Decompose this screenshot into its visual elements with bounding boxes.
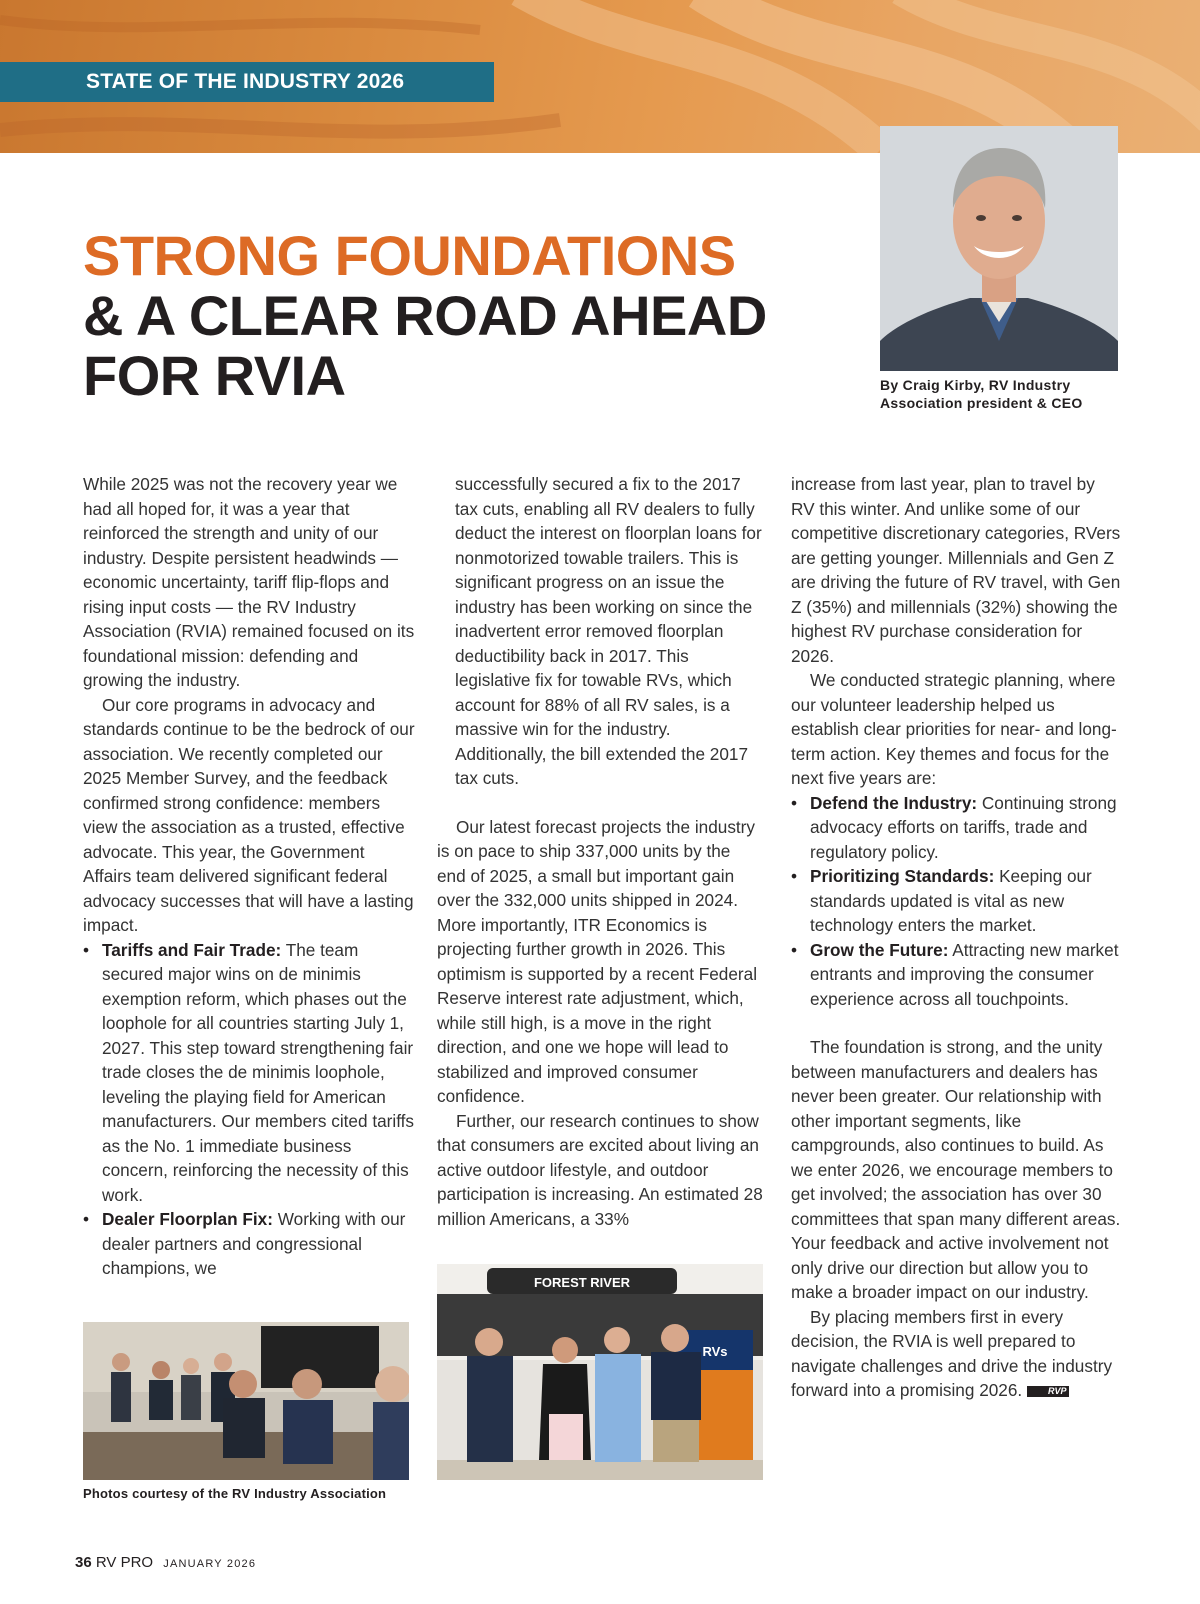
meeting-photo-illustration [83, 1322, 409, 1480]
list-item-text: The team secured major wins on de minimis exemption reform, which phases out the loophole for all countries starting July 1, 2027. This step toward strengthening fair trade closes the de minimis loophole, leveling the playing field for American manufacturers. Our members cited tariffs as the No. 1 immediate business concern, reinforcing the necessity of this work. [102, 939, 415, 1205]
article-column-2 [437, 472, 763, 1231]
paragraph: While 2025 was not the recovery year we had all hoped for, it was a year that reinforced the strength and unity of our industry. Despite persistent headwinds — economic uncertainty, tariff flip-flops and rising input costs — the RV Industry Association (RVIA) remained focused on its foundational mission: defending and growing the industry. [83, 474, 415, 690]
article-column-3 [791, 472, 1121, 1403]
list-item [83, 1207, 415, 1281]
list-item-label: Tariffs and Fair Trade: [102, 939, 282, 960]
list-item [791, 938, 1121, 1012]
booth-sign: RVs [702, 1344, 728, 1359]
section-tag: STATE OF THE INDUSTRY 2026 [0, 62, 494, 102]
list-item-text: Working with our dealer partners and congressional champions, we [102, 1209, 406, 1278]
paragraph: Our latest forecast projects the industry is on pace to ship 337,000 units by the end of 2025, a small but important gain over the 332,000 units shipped in 2024. More importantly, ITR Economics is projecting further growth in 2026. This optimism is supported by a recent Federal Reserve interest rate adjustment, which, while still high, is a move in the right direction, and one we hope will lead to stabilized and improved consumer confidence. [437, 816, 758, 1106]
paragraph: increase from last year, plan to travel by RV this winter. And unlike some of our competitive discretionary categories, RVers are getting younger. Millennials and Gen Z are driving the future of RV travel, with Gen Z (35%) and millennials (32%) showing the highest RV purchase consideration for 2026. [791, 474, 1121, 666]
photo-caption: Photos courtesy of the RV Industry Association [83, 1486, 387, 1501]
page-number: 36 [75, 1554, 92, 1571]
paragraph: We conducted strategic planning, where our volunteer leadership helped us establish clear priorities for near- and long-term action. Key themes and focus for the next five years are: [791, 670, 1117, 788]
meeting-photo [83, 1322, 409, 1480]
list-item-label: Defend the Industry: [810, 792, 978, 813]
paragraph [791, 1305, 1121, 1403]
paragraph: Further, our research continues to show that consumers are excited about living an active outdoor lifestyle, and outdoor participation is increasing. An estimated 28 million Americans, a 33% [437, 1110, 763, 1229]
end-mark-logo: RVP [1027, 1386, 1069, 1397]
article-column-1 [83, 472, 415, 1281]
paragraph: Our core programs in advocacy and standards continue to be the bedrock of our association. We recently completed our 2025 Member Survey, and the feedback confirmed strong confidence: members view the association as a trusted, effective advocate. This year, the Government Affairs team delivered significant federal advocacy successes that will have a lasting impact. [83, 694, 415, 935]
list-item-text: Keeping our standards updated is vital as new technology enters the market. [810, 866, 1092, 935]
magazine-name: RV PRO [95, 1554, 154, 1571]
forest-river-banner: FOREST RIVER [533, 1275, 631, 1290]
article-headline [83, 226, 783, 406]
list-item [791, 791, 1121, 865]
paragraph: The foundation is strong, and the unity between manufacturers and dealers has never been greater. Our relationship with other important segments, like campgrounds, also continues to build. As we enter 2026, we encourage members to get involved; the association has over 30 committees that span many different areas. Your feedback and active involvement not only drive our direction but allow you to make a broader impact on our industry. [791, 1037, 1121, 1302]
booth-photo-illustration [437, 1264, 763, 1480]
list-item [791, 864, 1121, 938]
booth-photo [437, 1264, 763, 1480]
list-item-label: Grow the Future: [810, 939, 949, 960]
headline-line-1: STRONG FOUNDATIONS [83, 224, 736, 287]
list-item-text: Continuing strong advocacy efforts on tariffs, trade and regulatory policy. [810, 792, 1117, 862]
list-item-text: Attracting new market entrants and improving the consumer experience across all touchpoints. [810, 939, 1119, 1009]
list-item [83, 938, 415, 1208]
paragraph: successfully secured a fix to the 2017 tax cuts, enabling all RV dealers to fully deduct the interest on floorplan loans for nonmotorized towable trailers. This is significant progress on an issue the industry has been working on since the inadvertent error removed floorplan deductibility back in 2017. This legislative fix for towable RVs, which account for 88% of all RV sales, is a massive win for the industry. Additionally, the bill extended the 2017 tax cuts. [455, 474, 762, 788]
issue-date: JANUARY 2026 [163, 1558, 257, 1570]
author-portrait-illustration [880, 126, 1118, 371]
author-portrait [880, 126, 1118, 371]
priorities-list [791, 791, 1121, 1012]
list-item-label: Dealer Floorplan Fix: [102, 1209, 273, 1229]
closing-text: By placing members first in every decision, the RVIA is well prepared to navigate challenges and drive the industry forward into a promising 2026. [791, 1306, 1113, 1400]
byline [880, 376, 1140, 412]
headline-line-3: FOR RVIA [83, 344, 346, 407]
list-item-label: Prioritizing Standards: [810, 866, 995, 886]
byline-line-2: Association president & CEO [880, 395, 1083, 411]
advocacy-list [83, 938, 415, 1281]
byline-line-1: By Craig Kirby, RV Industry [880, 377, 1071, 393]
headline-line-2: & A CLEAR ROAD AHEAD [83, 284, 767, 347]
page-footer [75, 1554, 256, 1571]
